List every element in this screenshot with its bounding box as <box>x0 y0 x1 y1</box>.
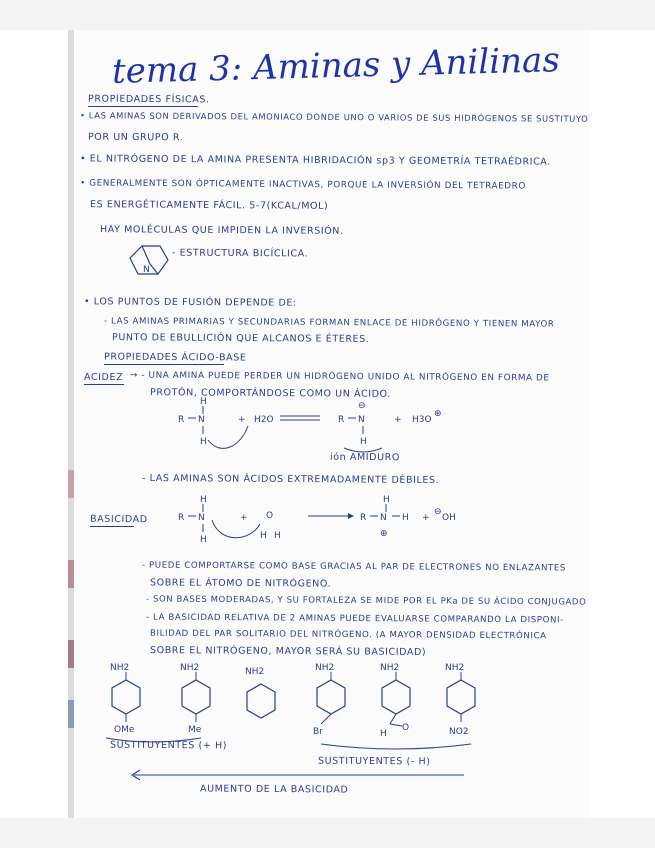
basicity-increase-label: AUMENTO DE LA BASICIDAD <box>199 783 349 796</box>
note-line: → - UNA AMINA PUEDE PERDER UN HIDRÓGENO UNIDO AL NITRÓGENO EN FORMA DE <box>129 370 550 384</box>
note-line: SOBRE EL NITRÓGENO, MAYOR SERÁ SU BASICIDAD) <box>149 645 427 658</box>
basicity-label: BASICIDAD <box>89 513 148 526</box>
note-line: ES ENERGÉTICAMENTE FÁCIL. 5-7(KCAL/MOL) <box>89 199 329 212</box>
note-line: - LAS AMINAS SON ÁCIDOS EXTREMADAMENTE DÉBILES. <box>141 472 440 487</box>
svg-text:O: O <box>266 511 274 521</box>
note-line: PROTÓN, COMPORTÁNDOSE COMO UN ÁCIDO. <box>149 387 391 400</box>
note-line: • GENERALMENTE SON ÓPTICAMENTE INACTIVAS, PORQUE LA INVERSIÓN DEL TETRAEDRO <box>79 178 526 192</box>
svg-text:OMe: OMe <box>114 725 135 735</box>
scan-margin-bottom <box>0 818 655 848</box>
note-line: • LAS AMINAS SON DERIVADOS DEL AMONIACO DONDE UNO O VARIOS DE SUS HIDRÓGENOS SE SUSTITUYO <box>79 110 589 124</box>
svg-text:⊖: ⊖ <box>358 401 366 411</box>
edge-mark <box>68 470 74 498</box>
svg-text:NH2: NH2 <box>445 663 465 673</box>
note-line: POR UN GRUPO R. <box>87 131 184 144</box>
svg-text:NH2: NH2 <box>380 663 400 673</box>
aniline-basicity-series <box>106 662 576 752</box>
substituents-withdrawing-label: SUSTITUYENTES (- H) <box>317 755 431 768</box>
aniline-nitro <box>445 663 475 737</box>
svg-text:NH2: NH2 <box>110 663 130 673</box>
svg-text:N: N <box>358 415 365 425</box>
substituents-donor-label: SUSTITUYENTES (+ H) <box>109 739 228 752</box>
svg-text:⊕: ⊕ <box>434 409 442 419</box>
svg-text:NH2: NH2 <box>180 663 200 673</box>
svg-text:N: N <box>143 265 150 275</box>
note-line: - LA BASICIDAD RELATIVA DE 2 AMINAS PUEDE EVALUARSE COMPARANDO LA DISPONI- <box>145 612 564 626</box>
svg-text:H: H <box>380 729 387 739</box>
svg-text:+: + <box>422 513 430 523</box>
underline <box>88 106 198 107</box>
acidity-label: ACIDEZ <box>83 371 124 384</box>
edge-mark <box>68 640 74 668</box>
svg-text:H: H <box>200 495 207 505</box>
svg-text:R: R <box>178 513 185 523</box>
svg-text:H: H <box>200 397 207 407</box>
svg-text:Me: Me <box>188 725 202 735</box>
note-line: • LOS PUNTOS DE FUSIÓN DEPENDE DE: <box>83 296 297 309</box>
aniline-methoxy <box>110 663 140 735</box>
svg-text:H: H <box>402 513 409 523</box>
section-acid-base-properties: PROPIEDADES ÁCIDO-BASE <box>103 351 247 364</box>
svg-text:H2O: H2O <box>254 415 274 425</box>
svg-text:N: N <box>380 513 387 523</box>
svg-text:NH2: NH2 <box>315 663 335 673</box>
underline <box>84 384 124 385</box>
svg-text:H: H <box>383 495 390 505</box>
note-line: HAY MOLÉCULAS QUE IMPIDEN LA INVERSIÓN. <box>99 224 344 237</box>
svg-text:H: H <box>274 531 281 541</box>
svg-text:⊖: ⊖ <box>434 507 442 517</box>
basicity-arrow <box>128 770 468 780</box>
note-line: - SON BASES MODERADAS, Y SU FORTALEZA SE MIDE POR EL PKa DE SU ÁCIDO CONJUGADO <box>145 594 587 608</box>
underline <box>104 364 224 365</box>
svg-text:N: N <box>198 415 205 425</box>
basicity-reaction-scheme <box>160 494 460 554</box>
edge-mark <box>68 560 74 588</box>
note-line: • EL NITRÓGENO DE LA AMINA PRESENTA HIBRIDACIÓN sp3 Y GEOMETRÍA TETRAÉDRICA. <box>79 153 551 168</box>
svg-text:R: R <box>178 415 185 425</box>
svg-text:N: N <box>198 513 205 523</box>
svg-text:OH: OH <box>442 513 456 523</box>
aniline-methyl <box>180 663 210 735</box>
note-line: PUNTO DE EBULLICIÓN QUE ALCANOS E ÉTERES. <box>111 332 370 345</box>
svg-text:NO2: NO2 <box>449 727 469 737</box>
aniline-formyl <box>380 663 410 739</box>
note-line: SOBRE EL ÁTOMO DE NITRÓGENO. <box>149 577 332 590</box>
svg-text:H: H <box>200 535 207 545</box>
section-physical-properties: PROPIEDADES FÍSICAS. <box>87 93 210 106</box>
note-line: - LAS AMINAS PRIMARIAS Y SECUNDARIAS FORMAN ENLACE DE HIDRÓGENO Y TIENEN MAYOR <box>103 316 555 330</box>
aniline <box>245 667 275 718</box>
note-line: - PUEDE COMPORTARSE COMO BASE GRACIAS AL PAR DE ELECTRONES NO ENLAZANTES <box>141 560 566 574</box>
svg-text:H: H <box>260 531 267 541</box>
svg-text:R: R <box>338 415 345 425</box>
svg-text:+: + <box>394 415 402 425</box>
svg-text:Br: Br <box>313 727 323 737</box>
svg-text:O: O <box>402 723 410 733</box>
amide-ion-label: ión AMIDURO <box>329 451 400 464</box>
svg-text:R: R <box>360 513 367 523</box>
svg-text:NH2: NH2 <box>245 667 265 677</box>
note-line: BILIDAD DEL PAR SOLITARIO DEL NITRÓGENO. (A MAYOR DENSIDAD ELECTRÓNICA <box>149 628 547 642</box>
page-title: tema 3: Aminas y Anilinas <box>111 40 561 92</box>
underline <box>90 526 134 527</box>
bicyclic-amine-structure <box>120 240 180 290</box>
svg-text:H: H <box>200 437 207 447</box>
aniline-bromo <box>313 663 345 737</box>
svg-text:H3O: H3O <box>412 415 432 425</box>
svg-text:⊕: ⊕ <box>380 529 388 539</box>
svg-text:+: + <box>238 415 246 425</box>
edge-mark <box>68 700 74 728</box>
svg-text:H: H <box>360 437 367 447</box>
bicyclic-label: - ESTRUCTURA BICÍCLICA. <box>171 247 309 260</box>
acidity-reaction-scheme <box>150 396 450 456</box>
svg-text:+: + <box>240 513 248 523</box>
scan-margin-top <box>0 0 655 30</box>
